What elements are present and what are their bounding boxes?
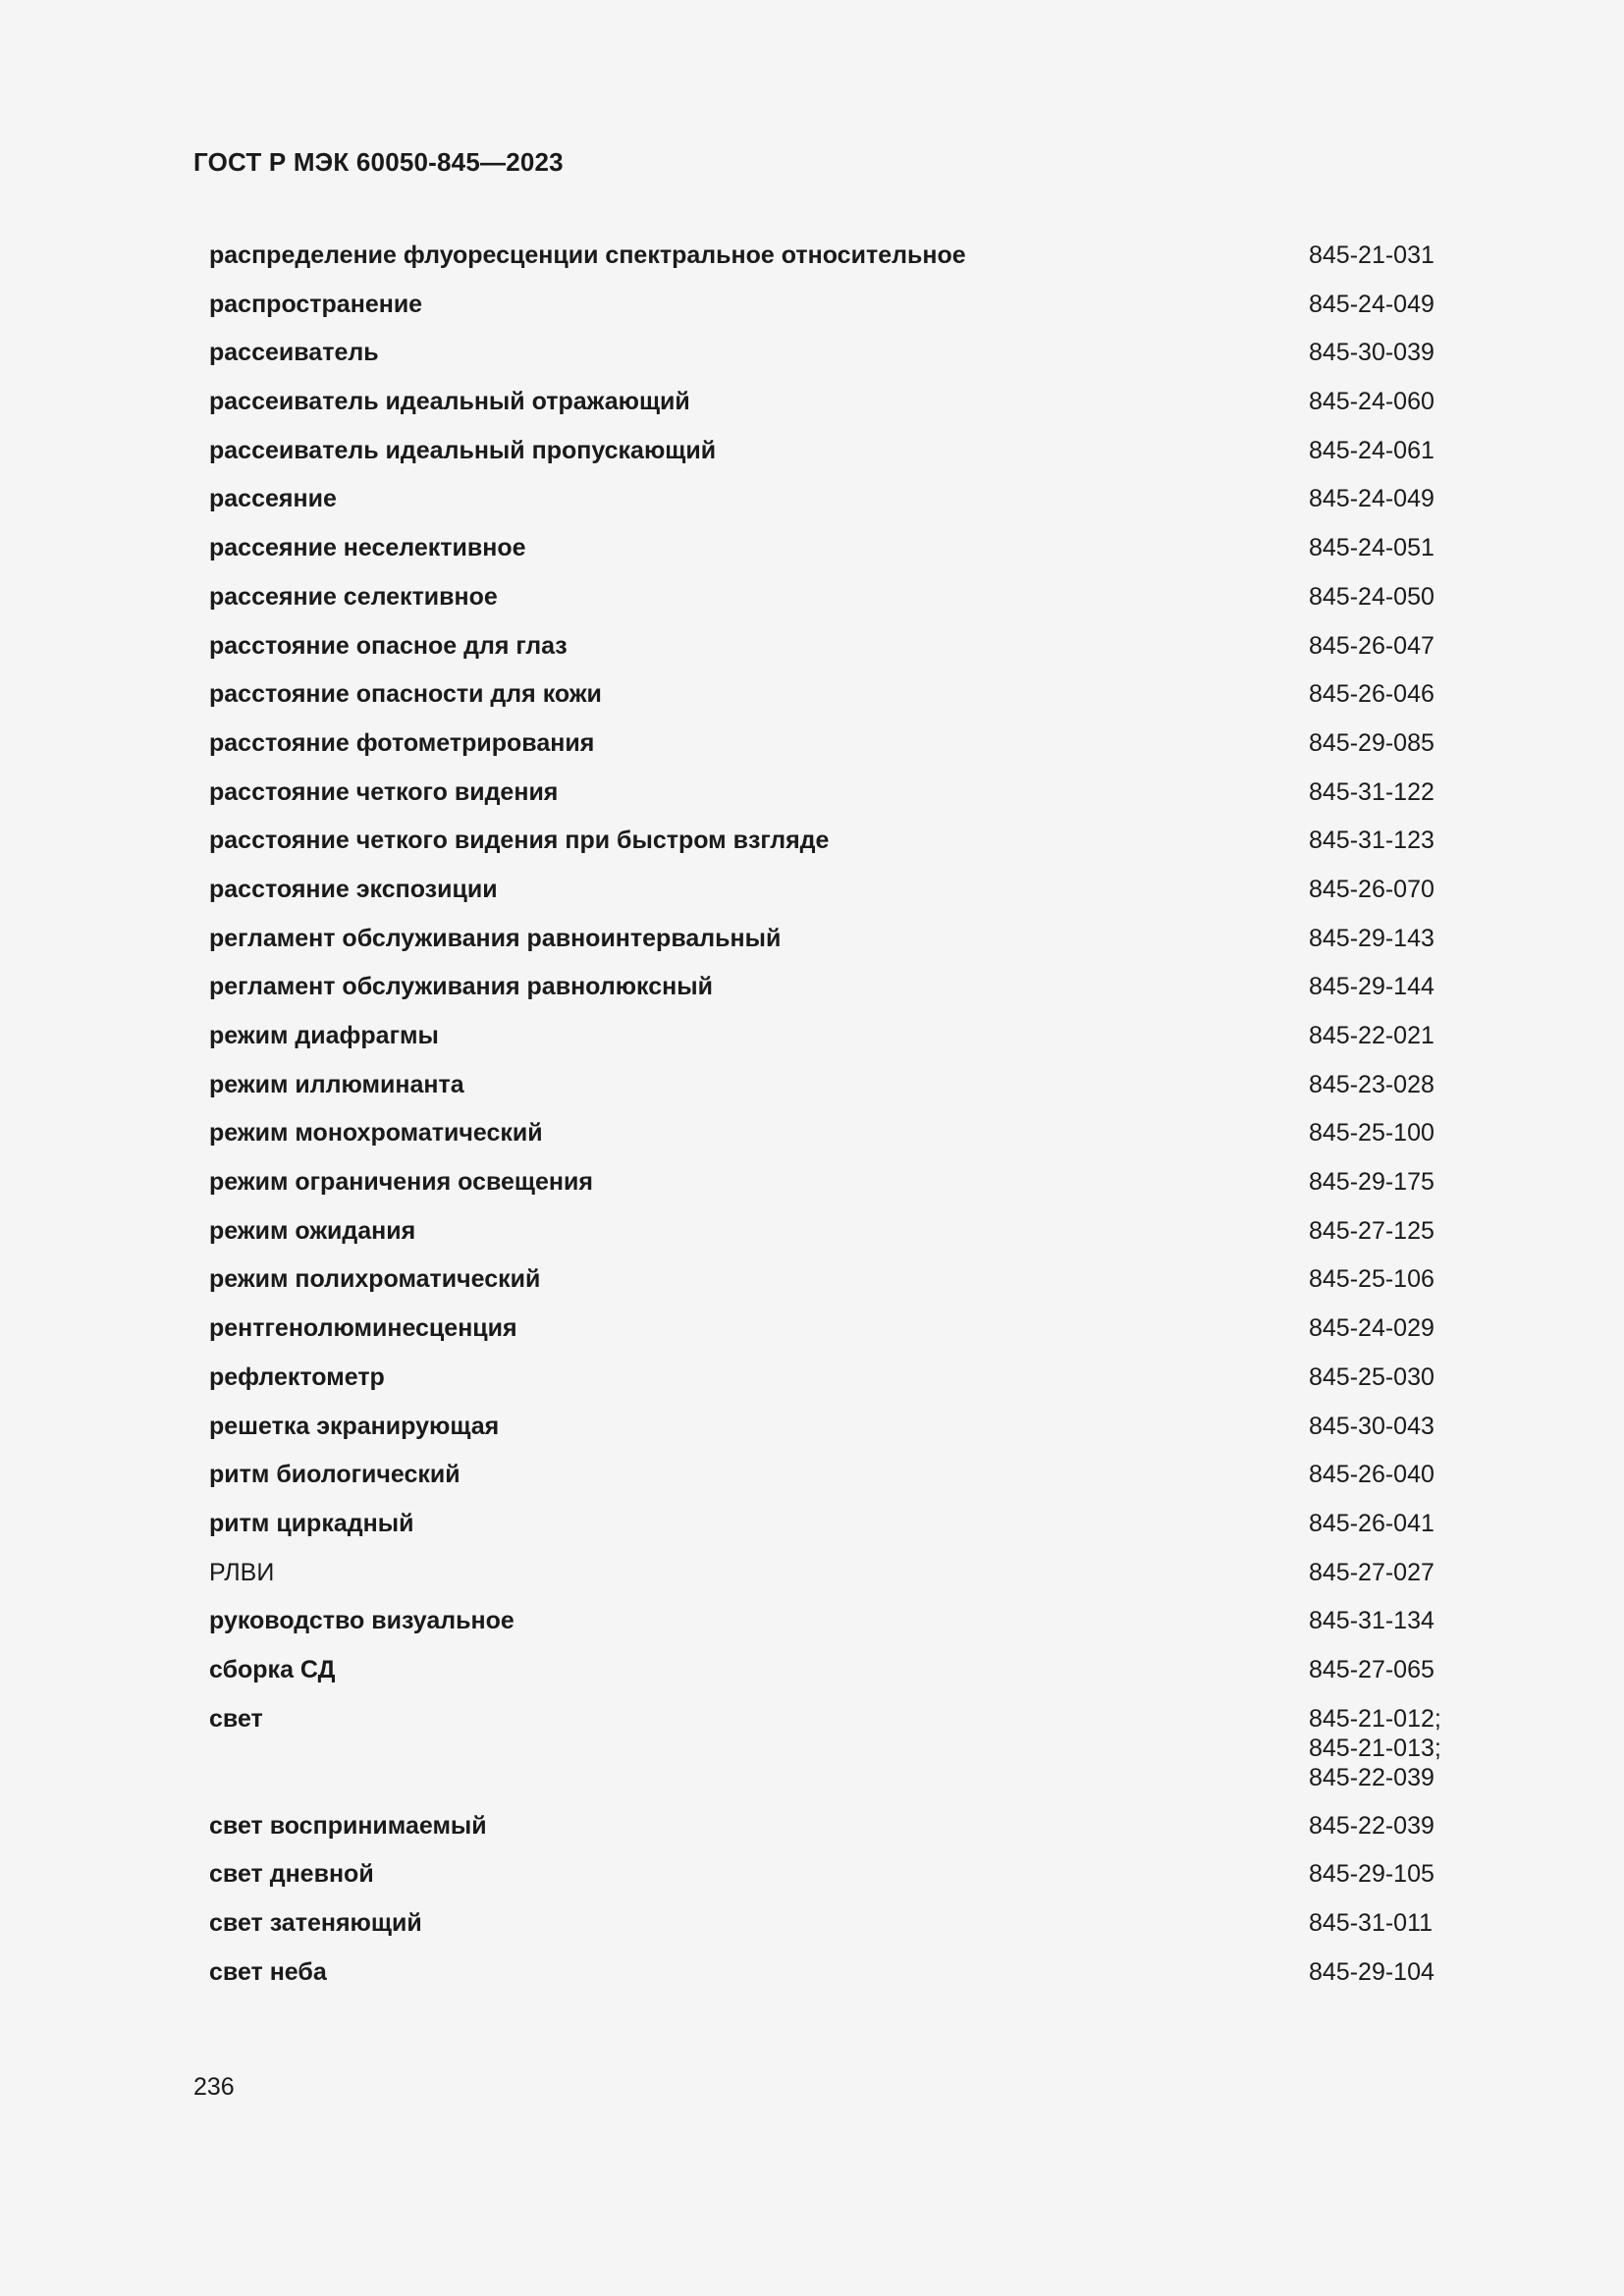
index-code: [1309, 1509, 1456, 1538]
index-term: режим ограничения освещения: [209, 1168, 593, 1197]
index-term: сборка СД: [209, 1655, 336, 1683]
term-code: 845-21-013;: [1309, 1734, 1441, 1762]
index-code: [1309, 1167, 1456, 1197]
index-code: [1309, 240, 1456, 270]
term-code: 845-24-051: [1309, 534, 1435, 562]
index-entry-row: [209, 1313, 1456, 1362]
term-code: 845-26-047: [1309, 631, 1435, 660]
index-entry-row: [209, 387, 1456, 436]
index-code: [1309, 972, 1456, 1001]
index-term: расстояние опасности для кожи: [209, 680, 602, 709]
index-entry-row: [209, 1460, 1456, 1509]
index-term: расстояние четкого видения: [209, 777, 559, 806]
term-code: 845-26-041: [1309, 1509, 1435, 1537]
index-code: [1309, 679, 1456, 709]
index-term: режим иллюминанта: [209, 1070, 464, 1098]
index-entry-row: [209, 875, 1456, 924]
term-code: 845-27-125: [1309, 1216, 1435, 1245]
index-entry-row: [209, 1957, 1456, 2006]
term-code: 845-31-134: [1309, 1607, 1435, 1635]
index-entry-row: [209, 533, 1456, 582]
term-code: 845-22-039: [1309, 1763, 1435, 1791]
term-code: 845-25-106: [1309, 1265, 1435, 1294]
index-code: [1309, 1859, 1456, 1889]
term-code: 845-29-085: [1309, 728, 1435, 757]
index-term: рассеяние неселективное: [209, 534, 526, 562]
index-code: [1309, 533, 1456, 562]
index-term: РЛВИ: [209, 1558, 275, 1586]
index-term: распространение: [209, 290, 423, 318]
index-term: рентгенолюминесценция: [209, 1314, 517, 1343]
term-code: 845-26-046: [1309, 680, 1435, 709]
term-index-list: [209, 240, 1456, 2005]
index-entry-row: [209, 1070, 1456, 1119]
index-entry-row: [209, 338, 1456, 387]
term-code: 845-30-043: [1309, 1412, 1435, 1440]
index-term: режим диафрагмы: [209, 1022, 439, 1049]
term-code: 845-29-104: [1309, 1957, 1435, 1986]
index-term: ритм циркадный: [209, 1509, 414, 1537]
index-entry-row: [209, 1021, 1456, 1070]
index-code: [1309, 1908, 1456, 1938]
term-code: 845-27-027: [1309, 1558, 1435, 1586]
term-code: 845-25-030: [1309, 1362, 1435, 1391]
index-term: рассеиватель: [209, 339, 379, 367]
index-code: [1309, 924, 1456, 953]
index-entry-row: [209, 1908, 1456, 1957]
term-code: 845-24-061: [1309, 436, 1435, 464]
index-entry-row: [209, 1558, 1456, 1607]
index-code: [1309, 436, 1456, 465]
index-entry-row: [209, 826, 1456, 875]
term-code: 845-31-123: [1309, 827, 1435, 855]
term-code: 845-25-100: [1309, 1119, 1435, 1148]
index-entry-row: [209, 1264, 1456, 1313]
index-term: свет неба: [209, 1957, 327, 1986]
index-code: [1309, 290, 1456, 319]
index-code: [1309, 1957, 1456, 1987]
index-term: свет воспринимаемый: [209, 1811, 487, 1840]
term-code: 845-26-070: [1309, 875, 1435, 903]
index-entry-row: [209, 679, 1456, 728]
index-term: ритм биологический: [209, 1461, 460, 1489]
index-term: рассеяние селективное: [209, 582, 498, 611]
index-term: свет: [209, 1704, 263, 1733]
term-code: 845-24-050: [1309, 582, 1435, 611]
index-code: [1309, 1264, 1456, 1294]
index-entry-row: [209, 1118, 1456, 1167]
index-entry-row: [209, 582, 1456, 631]
index-code: [1309, 1118, 1456, 1148]
term-code: 845-29-105: [1309, 1860, 1435, 1889]
index-term: рефлектометр: [209, 1362, 385, 1391]
index-entry-row: [209, 1509, 1456, 1558]
term-code: 845-31-122: [1309, 777, 1435, 806]
index-entry-row: [209, 290, 1456, 339]
term-code: 845-29-175: [1309, 1168, 1435, 1197]
term-code: 845-31-011: [1309, 1909, 1434, 1937]
index-code: [1309, 1558, 1456, 1587]
index-code: [1309, 1811, 1456, 1841]
term-code: 845-21-012;: [1309, 1704, 1441, 1733]
index-term: расстояние фотометрирования: [209, 728, 595, 757]
index-code: [1309, 1460, 1456, 1489]
index-entry-row: [209, 1811, 1456, 1860]
index-entry-row: [209, 1859, 1456, 1908]
index-term: свет затеняющий: [209, 1909, 422, 1937]
index-code: [1309, 582, 1456, 612]
term-code: 845-23-028: [1309, 1070, 1435, 1098]
document-header: ГОСТ Р МЭК 60050-845—2023: [193, 147, 564, 177]
term-code: 845-24-029: [1309, 1314, 1435, 1343]
index-code: [1309, 826, 1456, 855]
index-code: [1309, 1655, 1456, 1684]
index-term: рассеяние: [209, 485, 337, 513]
index-entry-row: [209, 728, 1456, 777]
index-code: [1309, 1021, 1456, 1050]
index-term: регламент обслуживания равноинтервальный: [209, 924, 782, 952]
index-code: [1309, 387, 1456, 416]
index-entry-row: [209, 436, 1456, 485]
index-code: [1309, 631, 1456, 661]
index-entry-row: [209, 972, 1456, 1021]
index-term: рассеиватель идеальный отражающий: [209, 388, 690, 416]
index-term: рассеиватель идеальный пропускающий: [209, 436, 717, 464]
index-entry-row: [209, 777, 1456, 827]
index-code: [1309, 1216, 1456, 1246]
index-term: руководство визуальное: [209, 1607, 514, 1635]
index-entry-row: [209, 1606, 1456, 1655]
term-code: 845-26-040: [1309, 1461, 1435, 1489]
index-code: [1309, 1070, 1456, 1099]
index-code: [1309, 1606, 1456, 1635]
index-entry-row: [209, 1362, 1456, 1412]
index-code: [1309, 338, 1456, 367]
index-entry-row: [209, 1167, 1456, 1216]
index-term: решетка экранирующая: [209, 1412, 500, 1440]
index-code: [1309, 1313, 1456, 1343]
index-code: [1309, 777, 1456, 807]
index-entry-row: [209, 1704, 1456, 1811]
index-term: режим ожидания: [209, 1216, 416, 1245]
index-entry-row: [209, 484, 1456, 533]
index-code: [1309, 875, 1456, 904]
term-code: 845-29-143: [1309, 924, 1435, 952]
index-code: [1309, 728, 1456, 758]
term-code: 845-22-021: [1309, 1022, 1435, 1049]
index-term: регламент обслуживания равнолюксный: [209, 973, 713, 1001]
term-code: 845-24-049: [1309, 290, 1435, 318]
index-term: расстояние экспозиции: [209, 875, 498, 903]
index-code: [1309, 1412, 1456, 1441]
index-entry-row: [209, 1412, 1456, 1461]
index-term: распределение флуоресценции спектральное относительное: [209, 241, 966, 269]
index-entry-row: [209, 240, 1456, 290]
index-entry-row: [209, 1655, 1456, 1704]
index-term: расстояние четкого видения при быстром взгляде: [209, 827, 830, 855]
term-code: 845-21-031: [1309, 241, 1435, 269]
index-entry-row: [209, 631, 1456, 680]
term-code: 845-27-065: [1309, 1655, 1435, 1683]
index-entry-row: [209, 924, 1456, 973]
index-term: режим монохроматический: [209, 1119, 543, 1148]
index-term: режим полихроматический: [209, 1265, 541, 1294]
term-code: 845-22-039: [1309, 1811, 1435, 1840]
index-entry-row: [209, 1216, 1456, 1265]
term-code: 845-24-060: [1309, 388, 1435, 416]
term-code: 845-30-039: [1309, 339, 1435, 367]
term-code: 845-29-144: [1309, 973, 1435, 1001]
index-code: [1309, 1362, 1456, 1392]
index-code: [1309, 1704, 1456, 1792]
index-term: расстояние опасное для глаз: [209, 631, 568, 660]
index-term: свет дневной: [209, 1860, 374, 1889]
index-code: [1309, 484, 1456, 513]
page-number: 236: [193, 2073, 235, 2101]
term-code: 845-24-049: [1309, 485, 1435, 513]
